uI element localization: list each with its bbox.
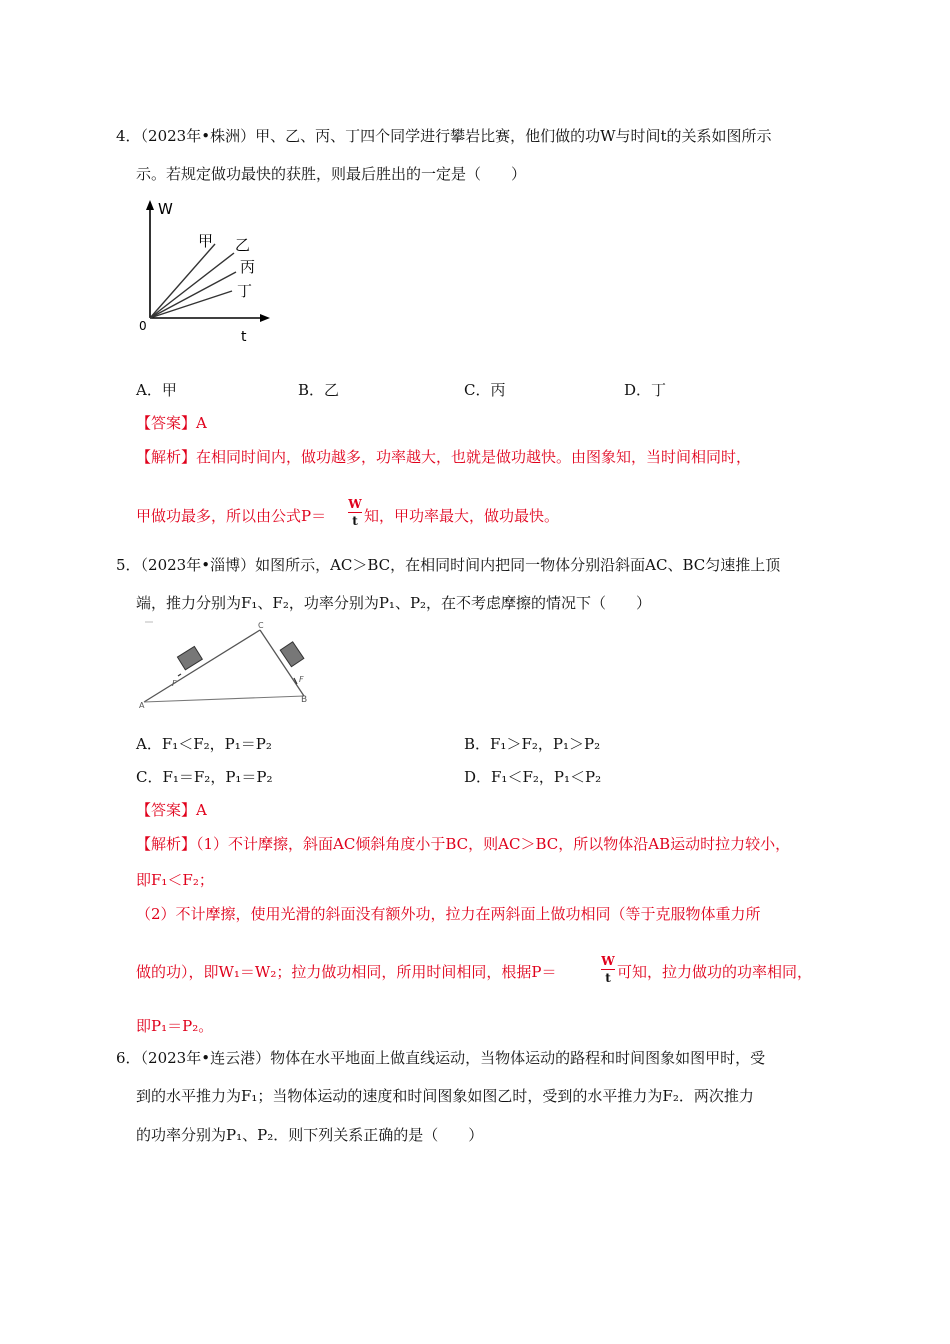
label-jia: 甲 xyxy=(198,232,214,250)
analysis-tag: 【解析】 xyxy=(136,448,197,466)
q5-answer xyxy=(136,800,207,820)
q5-incline-figure xyxy=(136,616,326,716)
base-ab xyxy=(144,696,304,702)
q4-stem-line1: 4．（2023年•株洲）甲、乙、丙、丁四个同学进行攀岩比赛，他们做的功W与时间t的关系如图所示 xyxy=(116,127,772,145)
analysis-tag: 【解析】 xyxy=(136,835,197,853)
q5-analysis-line3: （2）不计摩擦，使用光滑的斜面没有额外功，拉力在两斜面上做功相同（等于克服物体重力所 xyxy=(136,905,761,923)
q4-analysis-line2b: 知，甲功率最大，做功最快。 xyxy=(364,507,560,525)
x-axis-arrow xyxy=(260,314,270,322)
q5-option-c[interactable]: C．F₁＝F₂，P₁＝P₂ xyxy=(136,768,273,786)
q5-analysis-line5: 即P₁＝P₂。 xyxy=(136,1017,214,1035)
x-axis-label: t xyxy=(241,329,247,345)
q5-analysis-line2: 即F₁＜F₂； xyxy=(136,871,214,889)
label-a: A xyxy=(139,701,145,710)
block-on-ac xyxy=(177,646,202,669)
incline-ac xyxy=(144,630,260,702)
q5-analysis-line4a: 做的功），即W₁＝W₂；拉力做功相同，所用时间相同，根据P＝ xyxy=(136,963,557,981)
label-f-left: F xyxy=(172,679,177,688)
q4-answer xyxy=(136,413,207,433)
q5-power-formula-fraction xyxy=(601,954,615,985)
q5-option-b[interactable]: B．F₁＞F₂，P₁＞P₂ xyxy=(464,735,601,753)
line-yi xyxy=(150,253,234,318)
q4-power-formula-fraction xyxy=(348,497,362,528)
fraction-numerator: W xyxy=(601,954,615,968)
q4-option-a[interactable]: A．甲 xyxy=(136,381,177,399)
answer-tag: 【答案】 xyxy=(136,801,197,819)
answer-value: A xyxy=(196,801,207,819)
fraction-bar xyxy=(348,512,362,513)
origin-label: 0 xyxy=(139,319,147,333)
q5-stem-line1: 5．（2023年•淄博）如图所示，AC＞BC，在相同时间内把同一物体分别沿斜面AC、BC匀速推上顶 xyxy=(116,556,781,574)
y-axis-label: W xyxy=(158,200,173,218)
label-ding: 丁 xyxy=(237,282,253,300)
q4-analysis-line1 xyxy=(136,447,751,467)
answer-tag: 【答案】 xyxy=(136,414,197,432)
q5-stem-line2: 端，推力分别为F₁、F₂，功率分别为P₁、P₂，在不考虑摩擦的情况下（ ） xyxy=(136,594,652,612)
label-c: C xyxy=(258,621,264,630)
q6-stem-line3: 的功率分别为P₁、P₂．则下列关系正确的是（ ） xyxy=(136,1126,484,1144)
q4-option-b[interactable]: B．乙 xyxy=(298,381,340,399)
q6-stem-line1: 6．（2023年•连云港）物体在水平地面上做直线运动，当物体运动的路程和时间图象如图甲时，受 xyxy=(116,1049,766,1067)
q4-option-c[interactable]: C．丙 xyxy=(464,381,506,399)
q4-option-d[interactable]: D．丁 xyxy=(624,381,667,399)
fraction-bar xyxy=(601,969,615,970)
analysis-text: （1）不计摩擦，斜面AC倾斜角度小于BC，则AC＞BC，所以物体沿AB运动时拉力较小， xyxy=(196,835,791,853)
label-f-right: F xyxy=(299,675,304,684)
q4-stem-line2: 示。若规定做功最快的获胜，则最后胜出的一定是（ ） xyxy=(136,165,527,183)
fraction-denominator: t xyxy=(605,971,611,985)
q5-analysis-line1 xyxy=(136,834,790,854)
q4-work-time-graph xyxy=(130,196,280,346)
q5-option-a[interactable]: A．F₁＜F₂，P₁＝P₂ xyxy=(136,735,272,753)
q5-option-d[interactable]: D．F₁＜F₂，P₁＜P₂ xyxy=(464,768,602,786)
force-arrow-left xyxy=(178,674,181,676)
block-on-bc xyxy=(280,642,304,667)
analysis-text: 在相同时间内，做功越多，功率越大，也就是做功越快。由图象知，当时间相同时， xyxy=(196,448,752,466)
answer-value: A xyxy=(196,414,207,432)
label-yi: 乙 xyxy=(235,236,251,254)
fraction-numerator: W xyxy=(348,497,362,511)
q6-stem-line2: 到的水平推力为F₁；当物体运动的速度和时间图象如图乙时，受到的水平推力为F₂．两次推力 xyxy=(136,1087,754,1105)
label-bing: 丙 xyxy=(240,258,256,276)
fraction-denominator: t xyxy=(352,514,358,528)
y-axis-arrow xyxy=(146,200,154,210)
q5-analysis-line4b: 可知，拉力做功的功率相同， xyxy=(617,963,813,981)
q4-analysis-line2a: 甲做功最多，所以由公式P＝ xyxy=(136,507,327,525)
label-b: B xyxy=(301,695,308,705)
line-bing xyxy=(150,272,236,318)
